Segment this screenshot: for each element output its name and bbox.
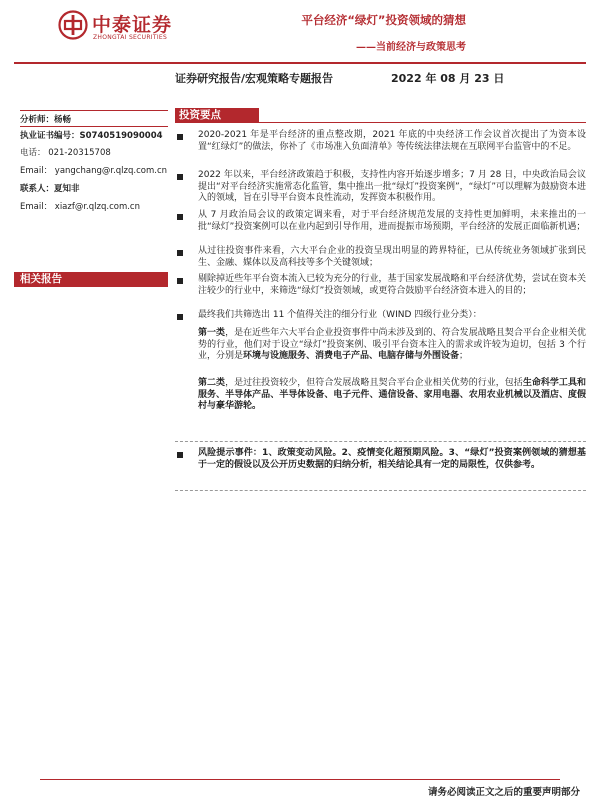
header-divider <box>14 62 586 64</box>
bullet-icon <box>177 134 183 140</box>
bullet-icon <box>177 278 183 284</box>
paragraph-1: 2020-2021 年是平台经济的重点整改期，2021 年底的中央经济工作会议首次提出了为资本设置“红绿灯”的做法，你补了《市场准入负面清单》等传统法律法规在互联网平台监管中的不足。 <box>198 130 586 152</box>
analyst-label: 分析师： <box>20 115 55 125</box>
category-two <box>198 378 586 413</box>
related-reports-heading: 相关报告 <box>14 272 168 287</box>
category-two-text: ，是过往投资较少，但符合发展战略且契合平台企业相关优势的行业，包括 <box>225 378 523 388</box>
footer-divider <box>40 779 560 780</box>
category-two-label: 第二类 <box>198 378 226 388</box>
logo-name-en: ZHONGTAI SECURITIES <box>93 34 168 41</box>
cert-row <box>20 129 163 141</box>
paragraph-4: 从过往投资事件来看，六大平台企业的投资呈现出明显的跨界特征，已从传统业务领域扩张到民生、金融、媒体以及高科技等多个关键领域； <box>198 246 586 268</box>
contact-row <box>20 182 80 194</box>
bullet-icon <box>177 452 183 458</box>
sidebar-divider <box>20 126 168 127</box>
category-one-end: ； <box>459 351 469 361</box>
paragraph-5: 剔除掉近些年平台资本流入已较为充分的行业，基于国家发展战略和平台经济优势，尝试在资本关注较少的行业中，来筛选“绿灯”投资领域，或更符合鼓励平台经济资本进入的目的； <box>198 274 586 296</box>
category-one <box>198 328 586 363</box>
company-logo <box>58 10 188 44</box>
investment-highlights-heading: 投资要点 <box>175 108 259 123</box>
contact-label: 联系人： <box>20 184 55 194</box>
category-one-industries: 环境与设施服务、消费电子产品、电脑存储与外围设备 <box>243 351 460 361</box>
section-divider <box>175 122 586 123</box>
logo-emblem-icon <box>58 10 88 40</box>
report-date: 2022 年 08 月 23 日 <box>391 72 505 85</box>
analyst-row <box>20 113 71 125</box>
bullet-icon <box>177 214 183 220</box>
contact-name: 夏知非 <box>54 184 80 194</box>
cert-number: S0740519090004 <box>79 131 163 141</box>
footer-disclaimer: 请务必阅读正文之后的重要声明部分 <box>427 787 580 798</box>
category-one-text: ，是在近些年六大平台企业投资事件中尚未涉及到的、符合发展战略且契合平台企业相关优势的行业，他们对于设立“绿灯”投资案例、吸引平台资本注入的需求或许较为迫切，包括 3 个行业，分别是 <box>198 328 586 361</box>
bullet-icon <box>177 314 183 320</box>
bullet-icon <box>177 250 183 256</box>
paragraph-3: 从 7 月政治局会议的政策定调来看，对于平台经济规范发展的支持性更加鲜明，未来推出的一批“绿灯”投资案例可以在业内起到引导作用，进而提振市场预期，平台经济的发展正面临新机遇； <box>198 210 586 232</box>
report-type: 证券研究报告/宏观策略专题报告 <box>175 72 334 85</box>
paragraph-6: 最终我们共筛选出 11 个值得关注的细分行业（WIND 四级行业分类）： <box>198 310 482 320</box>
sidebar-top-divider <box>20 110 168 111</box>
category-one-label: 第一类 <box>198 328 226 338</box>
contact-email[interactable]: Email： xiazf@r.qlzq.com.cn <box>20 202 140 212</box>
category-two-industries: 生命科学工具和服务、半导体产品、半导体设备、电子元件、通信设备、家用电器、农用农业机械以及酒店、度假村与豪华游轮。 <box>198 378 586 411</box>
paragraph-2: 2022 年以来，平台经济政策趋于积极，支持性内容开始逐步增多；7 月 28 日，中央政治局会议提出“对平台经济实施常态化监管，集中推出一批“绿灯”投资案例”，“绿灯”可以理解为鼓励资本进入的领域，旨在引导平台资本良性流动，发挥资本积极作用。 <box>198 170 586 203</box>
phone: 电话： 021-20315708 <box>20 148 111 158</box>
report-subtitle: ——当前经济与政策思考 <box>356 42 466 53</box>
report-title: 平台经济“绿灯”投资领域的猜想 <box>301 13 466 27</box>
cert-label: 执业证书编号： <box>20 131 80 141</box>
bullet-icon <box>177 174 183 180</box>
analyst-name: 杨畅 <box>54 115 72 125</box>
analyst-email[interactable]: Email： yangchang@r.qlzq.com.cn <box>20 166 168 176</box>
logo-name-cn: 中泰证券 <box>92 14 173 36</box>
risk-warning: 风险提示事件：1、政策变动风险。2、疫情变化超预期风险。3、“绿灯”投资案例领域的猜想基于一定的假设以及公开历史数据的归纳分析，相关结论具有一定的局限性，仅供参考。 <box>198 448 586 470</box>
